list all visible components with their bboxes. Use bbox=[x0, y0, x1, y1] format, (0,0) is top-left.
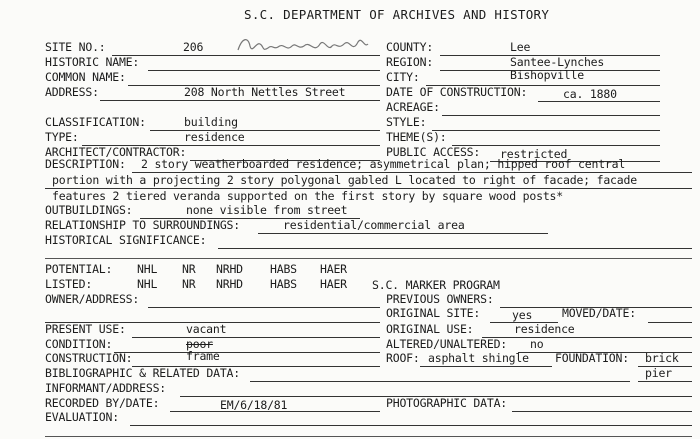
potential-nhl: NHL bbox=[137, 262, 158, 276]
bibliographic-label: BIBLIOGRAPHIC & RELATED DATA: bbox=[45, 366, 240, 380]
type-label: TYPE: bbox=[45, 130, 79, 144]
photographic-label: PHOTOGRAPHIC DATA: bbox=[386, 396, 508, 410]
style-line bbox=[432, 130, 660, 131]
marker-program-label: S.C. MARKER PROGRAM bbox=[372, 278, 500, 292]
historic-name-line bbox=[148, 70, 380, 71]
foundation-line-2 bbox=[638, 381, 692, 382]
site-no-line bbox=[112, 55, 380, 56]
classification-label: CLASSIFICATION: bbox=[45, 115, 146, 129]
foundation-label: FOUNDATION: bbox=[555, 351, 629, 365]
potential-label: POTENTIAL: bbox=[45, 262, 113, 276]
construction-label: CONSTRUCTION: bbox=[45, 351, 133, 365]
recorded-label: RECORDED BY/DATE: bbox=[45, 396, 160, 410]
public-access-value: restricted bbox=[500, 147, 568, 161]
original-use-line bbox=[482, 337, 692, 338]
region-label: REGION: bbox=[386, 55, 434, 69]
date-of-construction-value: ca. 1880 bbox=[563, 87, 617, 101]
moved-date-line bbox=[648, 322, 692, 323]
description-line-3: features 2 tiered veranda supported on the first story by square wood posts* bbox=[52, 189, 563, 203]
evaluation-line bbox=[130, 425, 692, 426]
bottom-rule bbox=[45, 436, 692, 437]
significance-line bbox=[218, 248, 692, 249]
present-use-label: PRESENT USE: bbox=[45, 322, 126, 336]
type-value: residence bbox=[184, 130, 245, 144]
acreage-label: ACREAGE: bbox=[386, 100, 440, 114]
listed-nrhd: NRHD bbox=[216, 277, 243, 291]
original-site-value: yes bbox=[512, 308, 533, 322]
owner-line bbox=[148, 307, 380, 308]
common-name-label: COMMON NAME: bbox=[45, 70, 126, 84]
significance-label: HISTORICAL SIGNIFICANCE: bbox=[45, 233, 207, 247]
listed-nhl: NHL bbox=[137, 277, 158, 291]
moved-date-label: MOVED/DATE: bbox=[562, 306, 636, 320]
listed-haer: HAER bbox=[320, 277, 347, 291]
present-use-value: vacant bbox=[186, 322, 227, 336]
style-label: STYLE: bbox=[386, 115, 427, 129]
informant-label: INFORMANT/ADDRESS: bbox=[45, 381, 167, 395]
historic-name-label: HISTORIC NAME: bbox=[45, 55, 140, 69]
condition-line bbox=[114, 352, 380, 353]
description-label: DESCRIPTION: bbox=[45, 157, 126, 171]
listed-habs: HABS bbox=[270, 277, 297, 291]
region-value: Santee-Lynches bbox=[510, 55, 605, 69]
altered-value: no bbox=[530, 337, 544, 351]
recorded-value: EM/6/18/81 bbox=[220, 398, 288, 412]
date-of-construction-label: DATE OF CONSTRUCTION: bbox=[386, 85, 528, 99]
present-use-line bbox=[132, 337, 380, 338]
recorded-line bbox=[170, 411, 380, 412]
classification-value: building bbox=[184, 115, 238, 129]
condition-label: CONDITION: bbox=[45, 337, 113, 351]
condition-value: poor bbox=[186, 337, 213, 351]
roof-label: ROOF: bbox=[386, 351, 420, 365]
outbuildings-value: none visible from street bbox=[186, 203, 348, 217]
potential-nrhd: NRHD bbox=[216, 262, 243, 276]
description-line-1: 2 story weatherboarded residence; asymmetrical plan; hipped roof central bbox=[141, 157, 626, 171]
page-title: S.C. DEPARTMENT OF ARCHIVES AND HISTORY bbox=[244, 7, 550, 22]
roof-value: asphalt shingle bbox=[428, 351, 529, 365]
surroundings-value: residential/commercial area bbox=[283, 218, 465, 232]
photographic-line bbox=[512, 411, 692, 412]
address-label: ADDRESS: bbox=[45, 85, 99, 99]
outbuildings-label: OUTBUILDINGS: bbox=[45, 203, 133, 217]
evaluation-label: EVALUATION: bbox=[45, 410, 119, 424]
site-no-value: 206 bbox=[183, 40, 204, 54]
listed-nr: NR bbox=[182, 277, 196, 291]
foundation-value: brick bbox=[645, 351, 679, 365]
address-line bbox=[100, 100, 380, 101]
potential-habs: HABS bbox=[270, 262, 297, 276]
themes-label: THEME(S): bbox=[386, 130, 447, 144]
architect-label: ARCHITECT/CONTRACTOR: bbox=[45, 145, 187, 159]
original-use-label: ORIGINAL USE: bbox=[386, 322, 474, 336]
description-line-2: portion with a projecting 2 story polygonal gabled L located to right of facade; facade bbox=[52, 173, 637, 187]
potential-nr: NR bbox=[182, 262, 196, 276]
potential-haer: HAER bbox=[320, 262, 347, 276]
roof-line bbox=[420, 366, 552, 367]
owner-label: OWNER/ADDRESS: bbox=[45, 292, 140, 306]
public-access-label: PUBLIC ACCESS: bbox=[386, 145, 481, 159]
previous-owners-label: PREVIOUS OWNERS: bbox=[386, 292, 494, 306]
county-label: COUNTY: bbox=[386, 40, 434, 54]
site-no-label: SITE NO.: bbox=[45, 40, 106, 54]
acreage-line bbox=[442, 115, 660, 116]
address-value: 208 North Nettles Street bbox=[184, 85, 346, 99]
city-label: CITY: bbox=[386, 70, 420, 84]
bibliographic-line bbox=[250, 381, 630, 382]
section-divider bbox=[45, 258, 692, 259]
construction-value: frame bbox=[186, 349, 220, 363]
county-value: Lee bbox=[510, 40, 531, 54]
surroundings-label: RELATIONSHIP TO SURROUNDINGS: bbox=[45, 218, 240, 232]
original-site-label: ORIGINAL SITE: bbox=[386, 306, 481, 320]
original-use-value: residence bbox=[514, 322, 575, 336]
altered-label: ALTERED/UNALTERED: bbox=[386, 337, 508, 351]
listed-label: LISTED: bbox=[45, 277, 93, 291]
city-value: Bishopville bbox=[510, 68, 584, 82]
surroundings-line bbox=[258, 233, 548, 234]
themes-line bbox=[452, 145, 660, 146]
foundation-value-2: pier bbox=[645, 366, 672, 380]
date-of-construction-line bbox=[538, 101, 660, 102]
